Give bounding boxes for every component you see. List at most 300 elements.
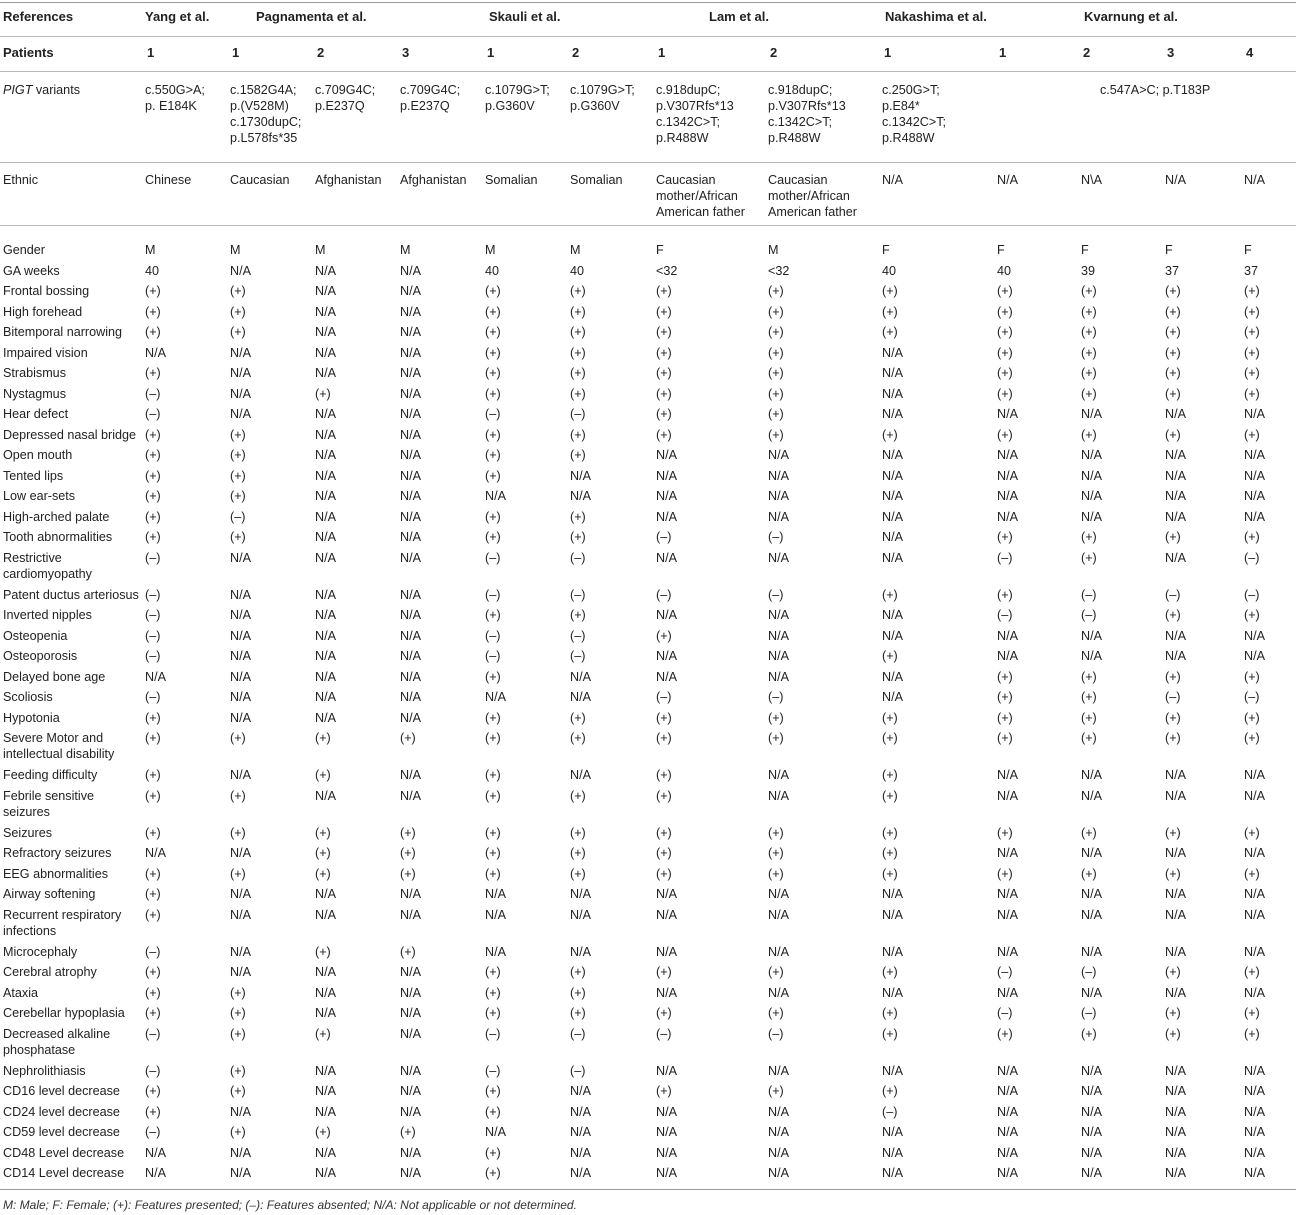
feature-value: (+)	[230, 1125, 246, 1139]
feature-value: N/A	[1081, 1063, 1102, 1078]
ethnic-cell: Caucasian	[656, 173, 716, 187]
feature-label: Hear defect	[3, 407, 69, 421]
feature-value: (+)	[768, 846, 784, 860]
feature-value: (+)	[882, 965, 898, 979]
feature-value: N/A	[400, 965, 421, 979]
feature-value: N/A	[400, 608, 421, 622]
feature-value: N/A	[1244, 1104, 1265, 1119]
feature-value: (+)	[400, 1125, 416, 1139]
feature-label: High forehead	[3, 304, 83, 319]
feature-value: (+)	[570, 325, 586, 339]
feature-value: N/A	[882, 608, 903, 622]
feature-value: (–)	[997, 965, 1013, 979]
feature-value: (–)	[768, 690, 784, 704]
feature-value: (–)	[656, 690, 672, 704]
feature-value: N/A	[1244, 1063, 1265, 1078]
feature-value: N/A	[570, 768, 591, 782]
feature-value: N/A	[997, 649, 1018, 663]
feature-value: N/A	[656, 1166, 677, 1180]
feature-value: F	[997, 243, 1005, 257]
feature-label: GA weeks	[3, 263, 60, 278]
ethnic-cell: N/A	[882, 173, 903, 187]
feature-label: EEG abnormalities	[3, 866, 108, 881]
feature-value: (+)	[315, 825, 331, 840]
feature-label: Hypotonia	[3, 710, 60, 725]
feature-value: N/A	[1081, 846, 1102, 860]
feature-value: (+)	[1165, 825, 1181, 840]
feature-value: (+)	[400, 825, 416, 840]
feature-value: N/A	[1081, 768, 1102, 782]
feature-value: 40	[145, 263, 160, 278]
feature-value: N/A	[656, 489, 677, 503]
feature-value: N/A	[997, 768, 1018, 782]
feature-value: (+)	[570, 530, 586, 544]
feature-value: (+)	[768, 407, 784, 421]
patient-number: 2	[770, 45, 778, 60]
feature-value: (+)	[485, 846, 501, 860]
patient-number: 1	[232, 45, 240, 60]
feature-value: (–)	[145, 587, 161, 602]
feature-value: (+)	[145, 366, 161, 380]
feature-value: (+)	[145, 866, 161, 881]
feature-value: F	[882, 243, 890, 257]
feature-label: Ataxia	[3, 985, 39, 1000]
feature-value: (–)	[485, 550, 501, 565]
feature-value: N/A	[997, 489, 1018, 503]
feature-value: (+)	[570, 731, 586, 745]
table-footnote: M: Male; F: Female; (+): Features presented; (–): Features absented; N/A: Not applicable or not determined.	[3, 1198, 577, 1212]
feature-value: N/A	[656, 448, 677, 462]
feature-value: (+)	[656, 427, 672, 442]
feature-value: N/A	[1081, 489, 1102, 503]
variant-cell: p.E84*	[882, 99, 920, 113]
feature-value: N/A	[315, 1084, 336, 1098]
feature-value: (+)	[768, 427, 784, 442]
feature-value: N/A	[1165, 1104, 1186, 1119]
feature-value: N/A	[997, 468, 1018, 483]
patient-number: 2	[317, 45, 325, 60]
feature-value: (+)	[1081, 669, 1097, 684]
feature-value: N/A	[315, 788, 336, 803]
feature-value: N/A	[400, 263, 421, 278]
feature-value: (+)	[570, 965, 586, 979]
feature-value: (+)	[1081, 345, 1097, 360]
feature-value: N/A	[1244, 1125, 1265, 1139]
feature-value: (–)	[145, 608, 161, 622]
feature-value: (+)	[1244, 325, 1260, 339]
feature-value: (+)	[1081, 304, 1097, 319]
feature-value: N/A	[1165, 944, 1186, 959]
feature-value: N/A	[1165, 407, 1186, 421]
feature-value: (+)	[485, 386, 501, 401]
ethnic-cell: Afghanistan	[400, 173, 467, 187]
feature-value: N/A	[570, 468, 591, 483]
feature-value: N/A	[656, 550, 677, 565]
feature-value: (+)	[656, 386, 672, 401]
feature-value: (–)	[1244, 690, 1260, 704]
feature-value: N/A	[882, 489, 903, 503]
feature-value: N/A	[315, 550, 336, 565]
feature-value: N/A	[230, 386, 251, 401]
feature-value: (+)	[570, 788, 586, 803]
feature-label: Patent ductus arteriosus	[3, 587, 139, 602]
variant-cell: p.G360V	[570, 99, 620, 113]
feature-value: (+)	[997, 304, 1013, 319]
feature-value: N/A	[1081, 1125, 1102, 1139]
feature-value: N/A	[997, 985, 1018, 1000]
feature-value: (+)	[570, 710, 586, 725]
feature-value: (–)	[145, 1063, 161, 1078]
feature-value: 39	[1081, 263, 1096, 278]
feature-value: 40	[882, 263, 897, 278]
feature-value: N/A	[1081, 448, 1102, 462]
patients-rule	[0, 71, 1296, 72]
feature-value: (+)	[1165, 366, 1181, 380]
feature-label: High-arched palate	[3, 509, 110, 524]
feature-value: N/A	[656, 608, 677, 622]
feature-value: (+)	[768, 710, 784, 725]
feature-value: N/A	[315, 489, 336, 503]
feature-value: N/A	[1244, 846, 1265, 860]
feature-value: <32	[768, 263, 790, 278]
feature-value: N/A	[1244, 907, 1265, 922]
feature-value: N/A	[400, 1084, 421, 1098]
feature-value: (+)	[1244, 304, 1260, 319]
feature-label: Seizures	[3, 825, 52, 840]
feature-value: (+)	[1244, 427, 1260, 442]
ethnic-cell: N/A	[997, 173, 1018, 187]
feature-value: (+)	[230, 530, 246, 544]
feature-value: (+)	[656, 284, 672, 298]
feature-value: N/A	[400, 284, 421, 298]
feature-value: N/A	[315, 587, 336, 602]
feature-value: 40	[570, 263, 585, 278]
feature-value: N/A	[997, 907, 1018, 922]
feature-value: (–)	[1081, 965, 1097, 979]
feature-value: (–)	[485, 649, 501, 663]
feature-value: (+)	[145, 788, 161, 803]
feature-value: (+)	[230, 866, 246, 881]
feature-value: N/A	[882, 407, 903, 421]
feature-value: N/A	[1244, 448, 1265, 462]
feature-value: (+)	[1244, 530, 1260, 544]
feature-value: (–)	[656, 1026, 672, 1041]
feature-value: N/A	[768, 1125, 789, 1139]
feature-value: (+)	[230, 731, 246, 745]
feature-value: (–)	[570, 628, 586, 643]
ethnic-cell: American father	[656, 205, 745, 219]
feature-value: M	[315, 243, 326, 257]
feature-value: N/A	[315, 965, 336, 979]
references-header: References	[3, 9, 74, 24]
feature-label: Low ear-sets	[3, 489, 76, 503]
feature-value: N/A	[400, 1104, 421, 1119]
feature-value: N/A	[1244, 768, 1265, 782]
feature-value: (+)	[656, 768, 672, 782]
feature-value: N/A	[1165, 509, 1186, 524]
ethnic-cell: Afghanistan	[315, 173, 382, 187]
feature-value: (+)	[768, 345, 784, 360]
feature-value: N/A	[882, 690, 903, 704]
feature-value: N/A	[1081, 1166, 1102, 1180]
feature-value: (–)	[145, 407, 161, 421]
feature-value: N/A	[768, 448, 789, 462]
feature-label: Impaired vision	[3, 345, 88, 360]
feature-value: N/A	[768, 509, 789, 524]
feature-value: (+)	[230, 1063, 246, 1078]
feature-value: (+)	[1081, 325, 1097, 339]
feature-value: (+)	[1165, 345, 1181, 360]
feature-value: N/A	[145, 345, 166, 360]
variant-cell: c.918dupC;	[768, 83, 833, 97]
variant-cell: p.V307Rfs*13	[768, 99, 846, 113]
feature-value: N/A	[768, 628, 789, 643]
feature-value: (–)	[1081, 587, 1097, 602]
ethnic-rule	[0, 225, 1296, 226]
feature-value: M	[768, 243, 779, 257]
feature-value: N/A	[656, 468, 677, 483]
feature-value: (+)	[997, 366, 1013, 380]
feature-value: N/A	[768, 944, 789, 959]
feature-value: (+)	[768, 1006, 784, 1020]
feature-value: (+)	[656, 965, 672, 979]
feature-value: M	[230, 243, 241, 257]
feature-value: (–)	[882, 1104, 898, 1119]
feature-value: (+)	[1165, 304, 1181, 319]
patient-number: 1	[999, 45, 1007, 60]
feature-value: N/A	[230, 846, 251, 860]
feature-value: F	[1244, 243, 1252, 257]
feature-value: (+)	[882, 284, 898, 298]
patient-number: 1	[884, 45, 892, 60]
feature-label: Recurrent respiratory	[3, 907, 122, 922]
feature-value: N/A	[997, 509, 1018, 524]
feature-value: (+)	[570, 284, 586, 298]
feature-value: (+)	[485, 866, 501, 881]
feature-value: (+)	[997, 1026, 1013, 1041]
variant-cell: p.R488W	[882, 131, 935, 145]
feature-value: N/A	[315, 690, 336, 704]
feature-value: (+)	[315, 731, 331, 745]
feature-value: (+)	[997, 690, 1013, 704]
feature-value: N/A	[400, 985, 421, 1000]
feature-value: (+)	[1081, 866, 1097, 881]
feature-value: N/A	[230, 1145, 251, 1160]
feature-label: Feeding difficulty	[3, 768, 98, 782]
feature-value: (+)	[315, 866, 331, 881]
feature-value: (+)	[485, 710, 501, 725]
feature-value: N/A	[230, 710, 251, 725]
feature-label: Airway softening	[3, 887, 96, 901]
ethnic-cell: mother/African	[656, 189, 738, 203]
feature-value: (–)	[145, 628, 161, 643]
feature-value: (–)	[997, 1006, 1013, 1020]
feature-value: N/A	[230, 587, 251, 602]
feature-value: (+)	[1165, 530, 1181, 544]
feature-value: (+)	[768, 304, 784, 319]
feature-value: (+)	[485, 1145, 501, 1160]
feature-value: N/A	[315, 649, 336, 663]
ethnic-cell: Somalian	[570, 173, 623, 187]
feature-value: (+)	[485, 1006, 501, 1020]
feature-value: (+)	[997, 731, 1013, 745]
feature-value: (+)	[570, 825, 586, 840]
feature-value: (+)	[145, 825, 161, 840]
feature-value: (+)	[1244, 866, 1260, 881]
feature-value: (–)	[145, 649, 161, 663]
feature-value: (+)	[145, 965, 161, 979]
feature-value: (+)	[485, 530, 501, 544]
feature-value: N/A	[1081, 1084, 1102, 1098]
feature-value: N/A	[400, 1063, 421, 1078]
feature-value: N/A	[400, 649, 421, 663]
feature-value: (+)	[1081, 530, 1097, 544]
feature-value: N/A	[315, 509, 336, 524]
feature-value: N/A	[400, 690, 421, 704]
feature-value: N/A	[230, 649, 251, 663]
feature-value: (+)	[315, 768, 331, 782]
feature-value: N/A	[882, 530, 903, 544]
feature-value: N/A	[1244, 468, 1265, 483]
feature-value: N/A	[1081, 887, 1102, 901]
feature-value: (+)	[1081, 284, 1097, 298]
feature-value: (+)	[997, 386, 1013, 401]
variant-cell: c.709G4C;	[400, 83, 461, 97]
feature-value: (–)	[485, 587, 501, 602]
study-group-header: Yang et al.	[145, 9, 210, 24]
feature-value: N/A	[570, 887, 591, 901]
feature-value: (+)	[145, 427, 161, 442]
feature-value: N/A	[315, 710, 336, 725]
feature-value: N/A	[656, 887, 677, 901]
feature-value: (+)	[485, 825, 501, 840]
feature-label: Strabismus	[3, 366, 66, 380]
feature-value: N/A	[882, 669, 903, 684]
feature-value: F	[1165, 243, 1173, 257]
feature-value: N/A	[315, 345, 336, 360]
feature-value: (+)	[230, 1006, 246, 1020]
feature-value: N/A	[400, 427, 421, 442]
feature-value: (+)	[1165, 284, 1181, 298]
feature-value: N/A	[230, 628, 251, 643]
feature-value: (+)	[230, 284, 246, 298]
feature-label: Microcephaly	[3, 944, 78, 959]
feature-label: Delayed bone age	[3, 669, 106, 684]
patient-number: 2	[1083, 45, 1091, 60]
feature-value: N/A	[1081, 985, 1102, 1000]
feature-value: (+)	[400, 944, 416, 959]
feature-value: (+)	[656, 1084, 672, 1098]
feature-value: N/A	[485, 887, 506, 901]
feature-value: (–)	[145, 944, 161, 959]
variant-cell: p.R488W	[656, 131, 709, 145]
feature-value: N/A	[768, 768, 789, 782]
feature-value: (+)	[570, 846, 586, 860]
variant-cell: c.1582G4A;	[230, 83, 297, 97]
feature-value: N/A	[656, 907, 677, 922]
feature-value: (+)	[485, 448, 501, 462]
feature-value: N/A	[315, 887, 336, 901]
variant-cell: c.1079G>T;	[485, 83, 550, 97]
feature-value: N/A	[570, 489, 591, 503]
feature-value: N/A	[315, 669, 336, 684]
feature-value: (+)	[768, 386, 784, 401]
feature-value: N/A	[656, 1063, 677, 1078]
feature-value: N/A	[315, 628, 336, 643]
feature-value: N/A	[882, 1125, 903, 1139]
feature-value: (+)	[485, 284, 501, 298]
feature-value: (+)	[485, 427, 501, 442]
variant-cell: p.R488W	[768, 131, 821, 145]
feature-value: N/A	[315, 608, 336, 622]
feature-value: (+)	[570, 448, 586, 462]
feature-label: CD14 Level decrease	[3, 1166, 125, 1180]
feature-value: N/A	[570, 669, 591, 684]
feature-value: (+)	[485, 345, 501, 360]
feature-value: N/A	[400, 489, 421, 503]
feature-value: (+)	[997, 825, 1013, 840]
feature-value: N/A	[400, 710, 421, 725]
feature-value: N/A	[997, 628, 1018, 643]
variant-cell: c.1342C>T;	[768, 115, 833, 129]
feature-value: (+)	[1081, 427, 1097, 442]
feature-value: M	[400, 243, 411, 257]
feature-value: N/A	[1165, 489, 1186, 503]
feature-value: (+)	[145, 1104, 161, 1119]
patient-number: 1	[147, 45, 155, 60]
feature-value: N/A	[1244, 944, 1265, 959]
variants-rule	[0, 162, 1296, 163]
feature-value: (+)	[1244, 965, 1260, 979]
feature-value: (+)	[230, 427, 246, 442]
feature-value: (+)	[656, 731, 672, 745]
feature-value: (+)	[400, 846, 416, 860]
feature-value: N/A	[1165, 768, 1186, 782]
feature-value: N/A	[400, 509, 421, 524]
feature-value: (+)	[656, 846, 672, 860]
feature-value: N/A	[400, 530, 421, 544]
feature-value: (+)	[230, 1084, 246, 1098]
feature-value: (–)	[570, 1026, 586, 1041]
feature-value: (+)	[1165, 731, 1181, 745]
feature-value: (+)	[768, 965, 784, 979]
feature-value: (+)	[485, 509, 501, 524]
feature-value: (–)	[570, 649, 586, 663]
feature-value: N/A	[1081, 907, 1102, 922]
feature-value: N/A	[882, 628, 903, 643]
feature-value: (+)	[230, 489, 246, 503]
feature-value: (+)	[656, 1006, 672, 1020]
feature-value: N/A	[315, 907, 336, 922]
feature-value: (+)	[485, 468, 501, 483]
feature-value: N/A	[1081, 628, 1102, 643]
feature-value: (+)	[1081, 825, 1097, 840]
feature-value: N/A	[997, 1104, 1018, 1119]
feature-value: N/A	[1244, 1084, 1265, 1098]
feature-value: N/A	[230, 669, 251, 684]
feature-value: N/A	[315, 1166, 336, 1180]
feature-value: N/A	[1165, 788, 1186, 803]
feature-value: N/A	[230, 690, 251, 704]
feature-value: N/A	[1244, 628, 1265, 643]
feature-value: (–)	[1081, 608, 1097, 622]
feature-value: N/A	[1165, 448, 1186, 462]
feature-value: (+)	[997, 669, 1013, 684]
feature-value: N/A	[230, 608, 251, 622]
feature-value: (+)	[570, 366, 586, 380]
variant-cell: c.1730dupC;	[230, 115, 302, 129]
feature-value: N/A	[768, 1166, 789, 1180]
